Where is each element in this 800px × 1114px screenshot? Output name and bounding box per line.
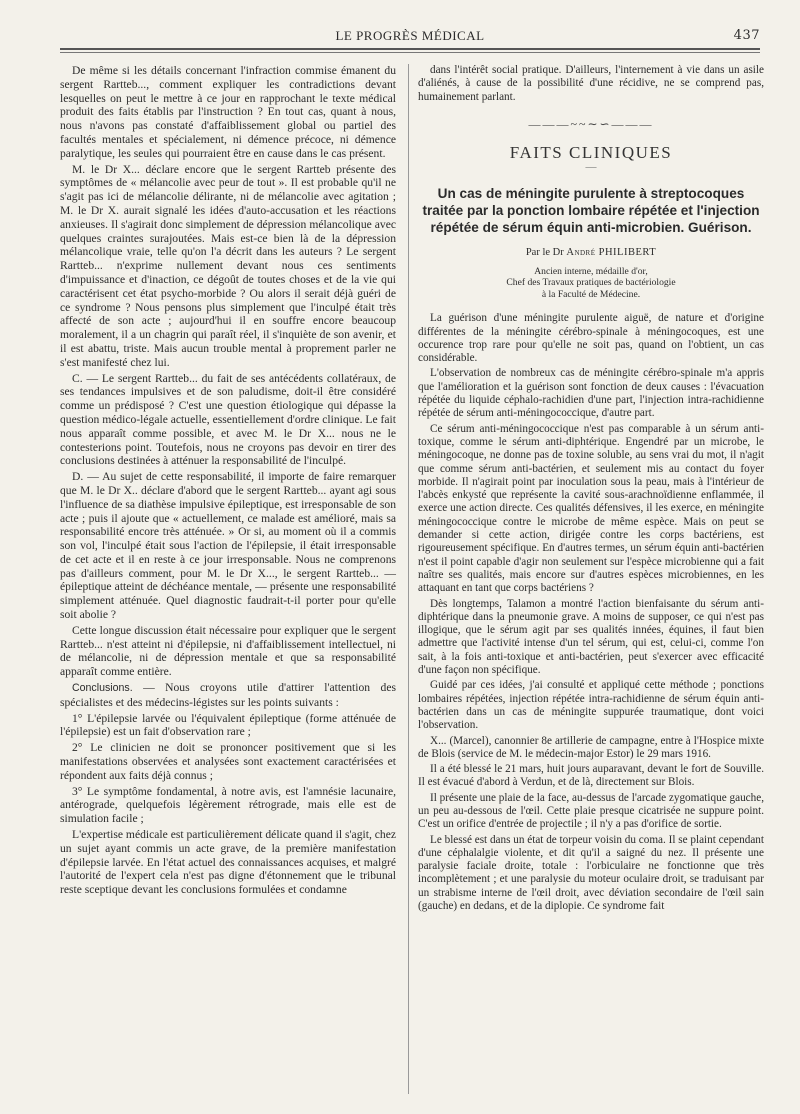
paragraph: C. — Le sergent Rartteb... du fait de ses antécédents collatéraux, de ses tendances impulsives et de son paludisme, doit-il être considéré comme un prédisposé ? C'est une question étiologique qui dépasse la question médico-légale actuelle, essentiellement d'ordre clinique. Le fait nous apparaît comme possible, et avec M. le Dr X... nous ne le contesterions point. Toutefois, nous ne croyons pas devoir en tirer des conclusions destinées à atténuer la responsabilité de l'inculpé. [60,371,396,468]
affiliation-line: à la Faculté de Médecine. [541,288,641,300]
affiliation-line: Ancien interne, médaille d'or, [534,266,648,278]
ornament-divider: ———~~∼∽——— [528,116,654,131]
conclusion-point: 2° Le clinicien ne doit se prononcer positivement que si les manifestations observées et analysées sont exactement caractérisées et répondent aux faits déjà connus ; [60,741,396,782]
conclusion-point: L'expertise médicale est particulièrement délicate quand il s'agit, chez un sujet ayant commis un acte grave, de la première manifestation d'épilepsie larvée. En l'état actuel des connaissances acquises, et malgré l'autorité de l'expert cela n'est pas digne d'étonnement que le tribunal reste sceptique devant les conclusions formulées et condamne [60,828,396,897]
conclusion-point: 3° Le symptôme fondamental, à notre avis, est l'amnésie lacunaire, antérograde, quelquefois légèrement rétrograde, mais elle est de simulation facile ; [60,784,396,826]
right-column [418,64,764,915]
article-title: Un cas de méningite purulente à streptocoques traitée par la ponction lombaire répétée et l'injection répétée de sérum équin anti-microbien. Guérison. [422,186,760,236]
byline-prefix: Par le Dr [525,247,567,259]
paragraph: Dès longtemps, Talamon a montré l'action bienfaisante du sérum anti-diphtérique dans la pneumonie grave. A moins de supposer, ce qui n'est pas illogique, que le sérum agit par ses qualités innées, équines, il faut bien admettre que l'activité intense d'un tel sérum, qui est, celui-ci, comme l'on sait, à la fois anti-toxique et anti-bactérien, peut s'exercer avec efficacité d'une façon non spécifique. [418,597,764,677]
paragraph: Ce sérum anti-méningococcique n'est pas comparable à un sérum anti-toxique, comme le sérum anti-diphtérique. Engendré par un microbe, le méningocoque, ne donne pas de toxine soluble, au sens vrai du mot, il n'agit que comme sérum anti-bactérien, et seulement mis au contact du foyer morbide. Il n'agirait point par inoculation sous la peau, mais à l'intérieur de l'abcès enkysté que représente la cavité sous-arachnoïdienne enflammée, il exerce une action directe. Ces qualités défensives, il les exerce, en méningite méningococcique contre le microbe de même espèce. Mais on peut se demander si cette action, dirigée contre les corps bactériens, est rigoureusement spécifique. En d'autres termes, un sérum équin anti-bactérien n'est il point capable d'agir non seulement sur l'espèce microbienne qui a fait naître ses qualités, mais encore sur d'autres espèces microbiennes, en les attaquant en tant que corps bactériens ? [418,422,764,595]
affiliation-line: Chef des Travaux pratiques de bactériologie [506,277,676,289]
paragraph: M. le Dr X... déclare encore que le sergent Rartteb présente des symptômes de « mélancolie avec peur de tout ». Il est probable qu'il ne s'agit pas ici de mélancolie délirante, ni de mélancolie avec agitation ; M. le Dr X. aurait signalé les idées d'auto-accusation et les réactions anxieuses. Il s'agirait donc simplement de dépression mélancolique avec quelques craintes surajoutées. Mais est-ce bien là de la dépression mélancolique vraie, telle qu'on l'a décrit dans les auteurs ? Le sergent Rartteb... n'exprime nullement devant nous ces sentiments d'impuissance et d'inaction, ce dégoût de toutes choses et de la vie qui caractérisent cet état psycho-morbide ? Ou alors il serait déjà guéri de ce syndrome ? Nous pensons plus simplement que l'inculpé était très affecté de son acte ; aujourd'hui il en souffre encore beaucoup moralement, il a un chagrin qui paraît réel, il s'inquiète de son avenir, et il est abattu, triste. Mais aucun trouble mental à proprement parler ne s'est manifesté chez lui. [60,162,396,369]
conclusions-intro: — Nous croyons utile d'attirer l'attention des spécialistes et des médecins-légistes sur les points suivants : [60,681,396,709]
section-dash: — [585,161,597,174]
page-number: 437 [733,28,760,43]
paragraph: Il a été blessé le 21 mars, huit jours auparavant, devant le fort de Souville. Il est évacué d'abord à Verdun, et de là, directement sur Blois. [418,763,764,789]
paragraph: Le blessé est dans un état de torpeur voisin du coma. Il se plaint cependant d'une céphalalgie violente, et dit qu'il a saigné du nez. Il présente une paralysie faciale droite, totale : l'orbiculaire ne fonctionne que très incomplètement ; et une paralysie du moteur oculaire droit, se traduisant par un strabisme interne de l'œil droit, avec déviation secondaire de l'œil sain (gauche) en dedans, et de la diplopie. Ce syndrome fait [418,833,764,913]
conclusion-point: 1° L'épilepsie larvée ou l'équivalent épileptique (forme atténuée de l'épilepsie) est un fait d'observation rare ; [60,711,396,739]
paragraph: Cette longue discussion était nécessaire pour expliquer que le sergent Rartteb... n'est atteint ni d'épilepsie, ni d'affaiblissement intellectuel, ni de mélancolie, ni de dépression mentale et que sa responsabilité apparaît comme entière. [60,623,396,679]
conclusions-label: Conclusions. [72,682,133,695]
paragraph: D. — Au sujet de cette responsabilité, il importe de faire remarquer que M. le Dr X.. déclare d'abord que le sergent Rartteb... ayant agi sous l'influence de sa diathèse impulsive épileptique, est irresponsable de son acte ; puis il ajoute que « actuellement, ce malade est amélioré, mais sa responsabilité encore très atténuée. » Or si, au moment où il a commis son vol, l'inculpé était sous l'action de l'épilepsie, il était irresponsable de cet acte et il en reste à ce jour irresponsable. Nous ne comprenons pas d'ailleurs comment, pour M. le Dr X..., le sergent Rartteb... — épileptique atteint de déchéance mentale, — présente une responsabilité simplement atténuée. Quel diagnostic faudrait-t-il porter pour qu'elle soit abolie ? [60,470,396,622]
journal-title: LE PROGRÈS MÉDICAL [335,28,485,43]
paragraph: Il présente une plaie de la face, au-dessus de l'arcade zygomatique gauche, un peu au-dessous de l'œil. Cette plaie presque cicatrisée ne suppure point. C'est un orifice d'entrée de projectile ; il n'y a pas d'orifice de sortie. [418,791,764,831]
paragraph: L'observation de nombreux cas de méningite cérébro-spinale m'a appris que l'amélioration et la guérison sont fonction de deux causes : l'évacuation répétée du liquide céphalo-rachidien d'une part, l'injection intra-rachidienne répétée de sérum anti-méningococcique, d'autre part. [418,367,764,420]
continuation-paragraph: dans l'intérêt social pratique. D'ailleurs, l'internement à vie dans un asile d'aliénés, à cause de la possibilité d'une récidive, ne se comprend pas, humainement parlant. [418,64,764,103]
section-title: FAITS CLINIQUES [509,142,673,162]
paragraph: Guidé par ces idées, j'ai consulté et appliqué cette méthode ; ponctions lombaires répétées, injection répétée intra-rachidienne de sérum équin anti-bactérien dans un cas de méningite suppurée traumatique, dont voici l'observation. [418,679,764,732]
column-divider [408,64,409,1094]
byline [418,246,764,260]
paragraph: De même si les détails concernant l'infraction commise émanent du sergent Rartteb..., comment expliquer les contradictions devant lesquelles on peut le mettre à ce jour en rapprochant le texte médical produit des faits établis par l'instruction ? En tout cas, quant à nous, nous n'avons pas constaté d'affaiblissement global ou partiel des facultés mentales et spécialement, ni démence précoce, ni démence paralytique, les seules qui pourraient être en cause dans le cas présent. [60,64,396,160]
header-rule-thin [60,52,760,53]
header-rule [60,48,760,50]
paragraph: La guérison d'une méningite purulente aiguë, de nature et d'origine différentes de la méningite cérébro-spinale à méningocoques, est une occurence trop rare pour qu'elle ne soit pas, quand on l'obtient, un cas considérable. [418,312,764,365]
running-header [60,28,760,48]
conclusions-paragraph [60,681,396,710]
paragraph: X... (Marcel), canonnier 8e artillerie de campagne, entre à l'Hospice mixte de Blois (service de M. le médecin-major Estor) le 29 mars 1916. [418,734,764,760]
affiliation [418,266,764,300]
left-column [60,64,396,899]
author-name: André PHILIBERT [566,247,657,259]
